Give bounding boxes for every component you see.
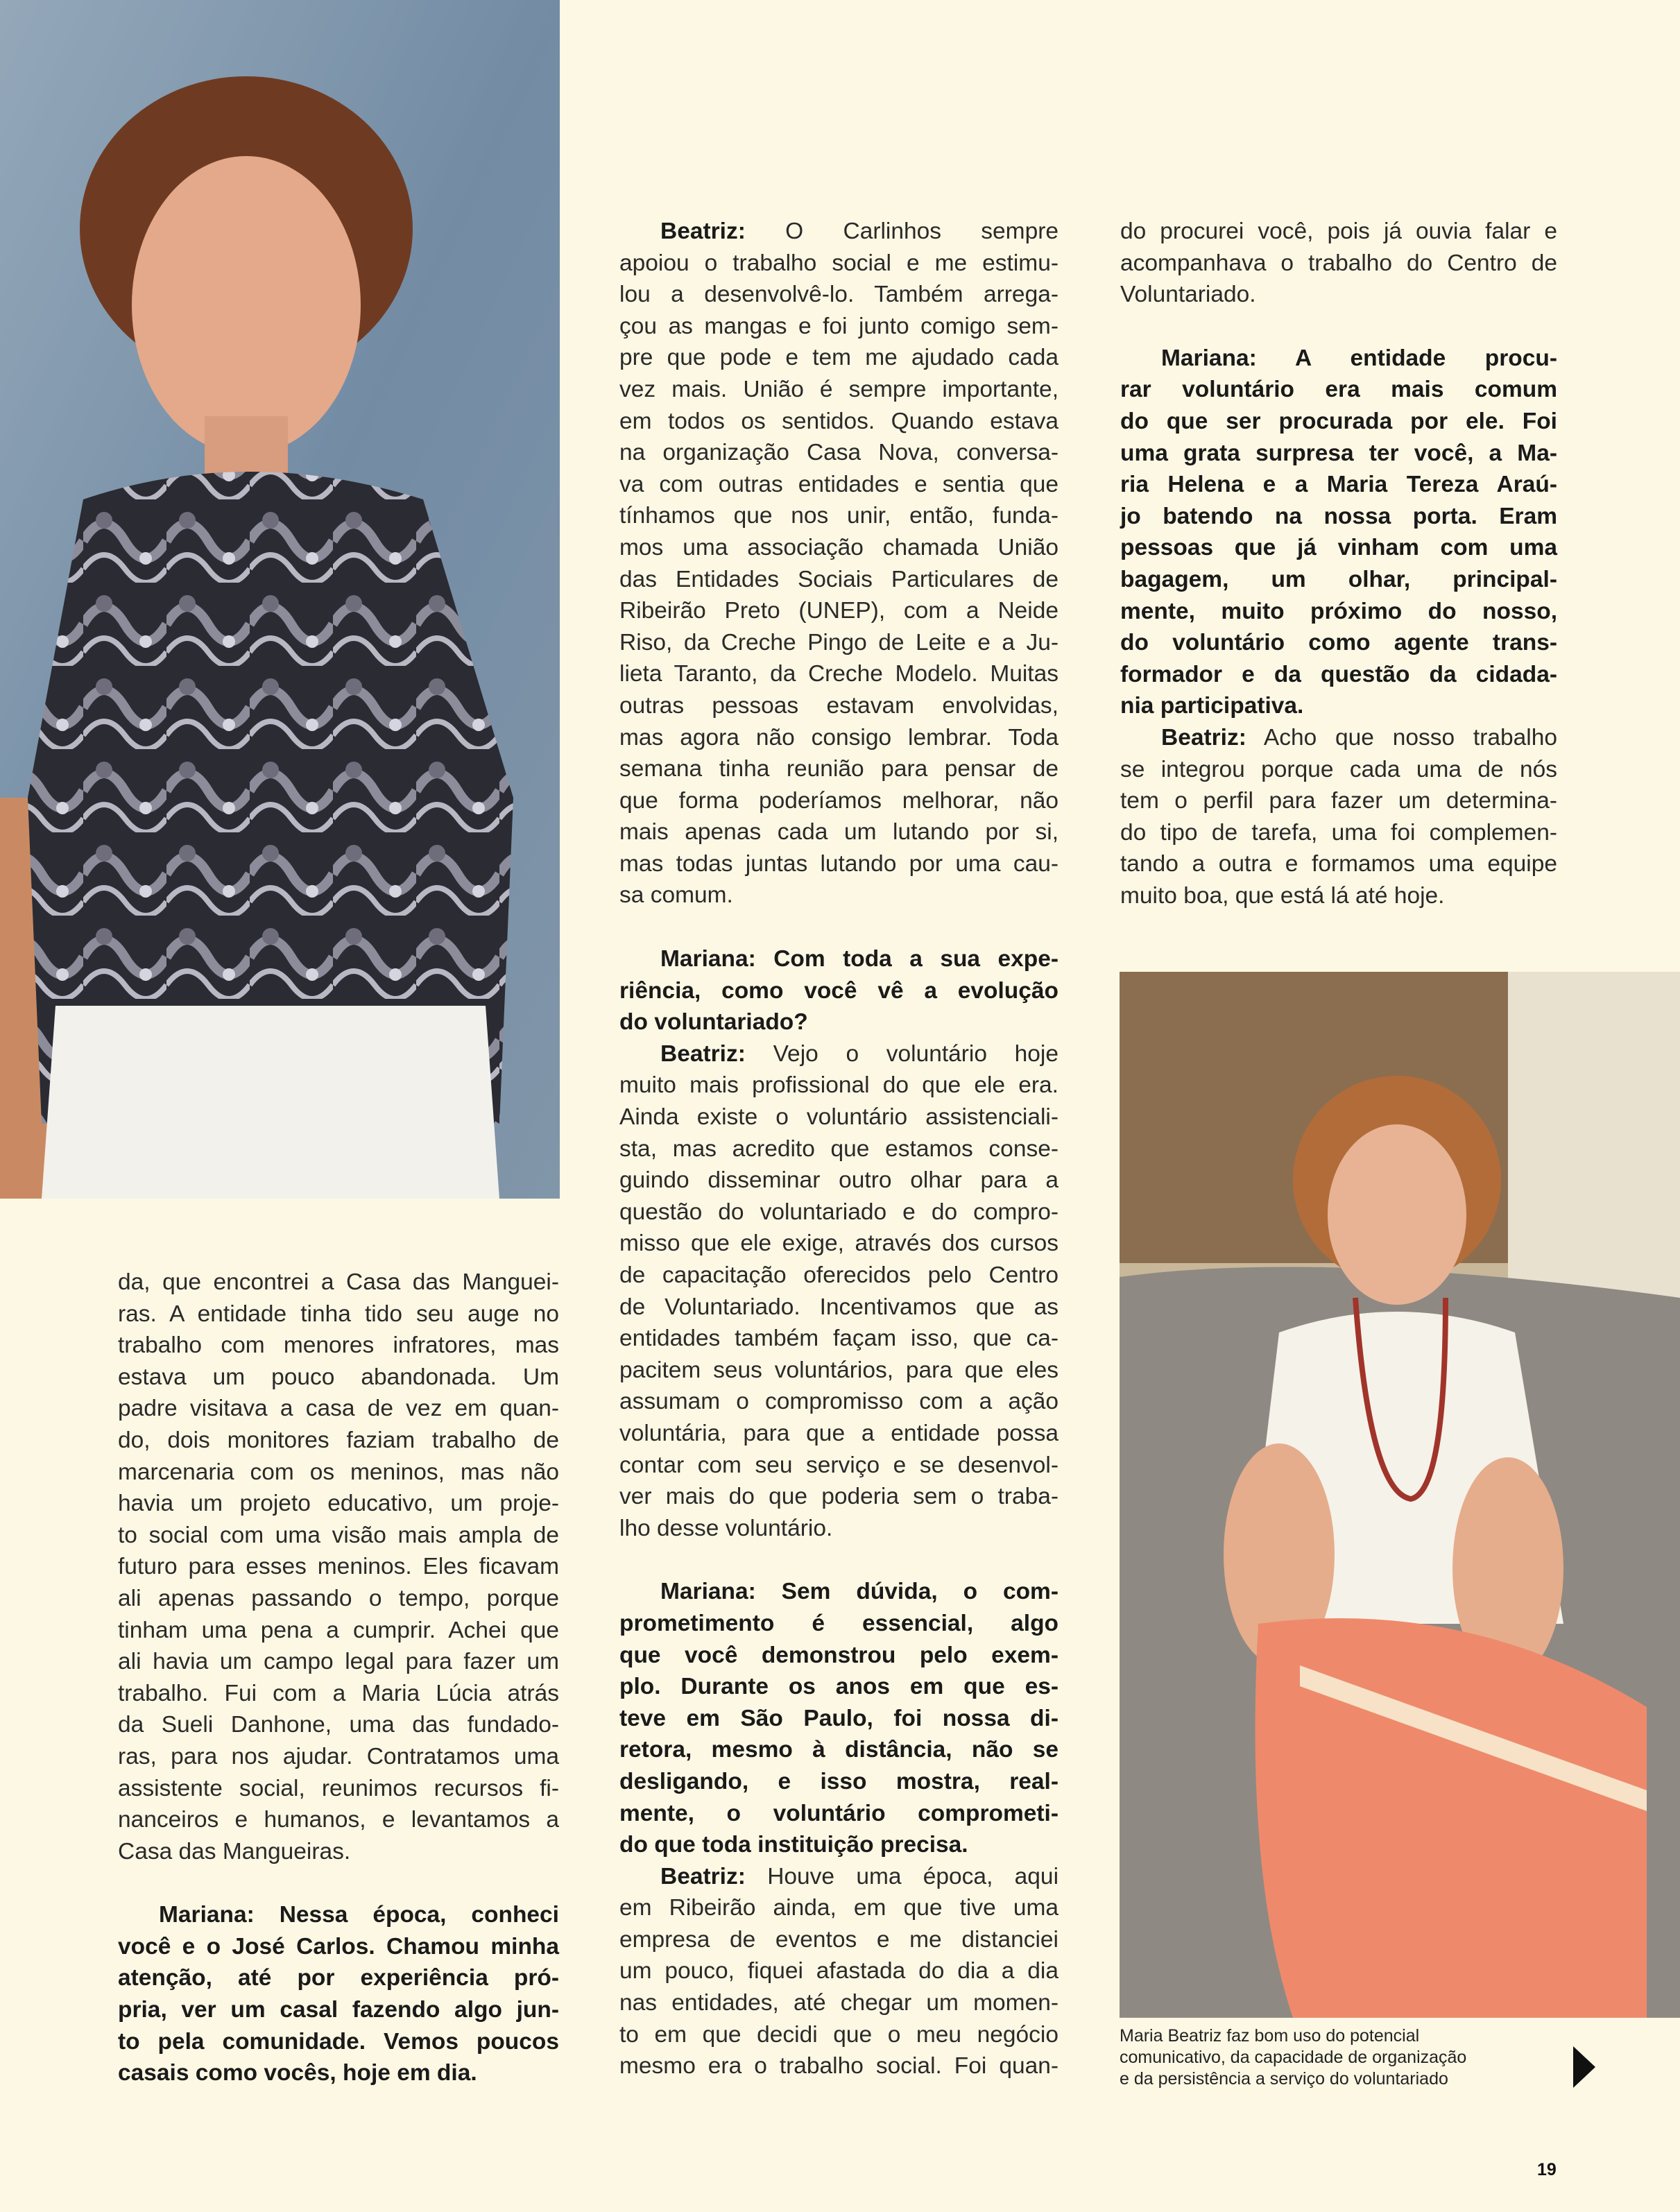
interview-question-line: pessoas que já vinham com uma xyxy=(1120,535,1557,561)
answer-text: Houve uma época, aqui xyxy=(767,1863,1059,1889)
paragraph-line: nas entidades, até chegar um momen- xyxy=(619,1990,1058,2016)
paragraph-line: se integrou porque cada uma de nós xyxy=(1120,756,1557,782)
interview-question-line: jo batendo na nossa porta. Eram xyxy=(1120,503,1557,529)
paragraph-line: em Ribeirão ainda, em que tive uma xyxy=(619,1895,1058,1921)
paragraph-line: trabalho com menores infratores, mas xyxy=(118,1332,559,1359)
paragraph-line: to social com uma visão mais ampla de xyxy=(118,1522,559,1548)
paragraph-line: tando a outra e formamos uma equipe xyxy=(1120,851,1557,877)
paragraph-line: marcenaria com os meninos, mas não xyxy=(118,1459,559,1485)
interview-question-line: Mariana: Com toda a sua expe- xyxy=(660,946,1058,972)
interview-question-line: rar voluntário era mais comum xyxy=(1120,377,1557,403)
answer-first-line xyxy=(619,1038,1058,1070)
interview-question-line: nia participativa. xyxy=(1120,693,1304,719)
interview-question-line: bagagem, um olhar, principal- xyxy=(1120,566,1557,592)
paragraph-line: guindo disseminar outro olhar para a xyxy=(619,1167,1058,1194)
caption-line: Maria Beatriz faz bom uso do potencial xyxy=(1120,2026,1420,2046)
paragraph-line: acompanhava o trabalho do Centro de xyxy=(1120,250,1557,276)
interview-question-line: do que toda instituição precisa. xyxy=(619,1832,968,1858)
caption-line: comunicativo, da capacidade de organização xyxy=(1120,2048,1467,2067)
interview-question-line: mente, muito próximo do nosso, xyxy=(1120,598,1557,624)
paragraph-line: tinham uma pena a cumprir. Achei que xyxy=(118,1617,559,1643)
paragraph-line: semana tinha reunião para pensar de xyxy=(619,756,1058,782)
paragraph-line: em todos os sentidos. Quando estava xyxy=(619,408,1058,434)
interview-question-line: do voluntariado? xyxy=(619,1009,808,1036)
paragraph-line: trabalho. Fui com a Maria Lúcia atrás xyxy=(118,1680,559,1706)
interview-question-line: você e o José Carlos. Chamou minha xyxy=(118,1933,559,1960)
paragraph-line: Ribeirão Preto (UNEP), com a Neide xyxy=(619,598,1058,624)
interview-question-line: ria Helena e a Maria Tereza Araú- xyxy=(1120,472,1557,498)
paragraph-line: do procurei você, pois já ouvia falar e xyxy=(1120,218,1557,244)
paragraph-line: mos uma associação chamada União xyxy=(619,534,1058,560)
answer-text: Vejo o voluntário hoje xyxy=(773,1040,1059,1067)
paragraph-line: Ainda existe o voluntário assistenciali- xyxy=(619,1104,1058,1131)
paragraph-line: mas todas juntas lutando por uma cau- xyxy=(619,850,1058,877)
paragraph-line: ali apenas passando o tempo, porque xyxy=(118,1585,559,1611)
text-column-left xyxy=(118,1267,559,2089)
paragraph-line: lho desse voluntário. xyxy=(619,1515,833,1541)
interview-question-line: formador e da questão da cidada- xyxy=(1120,661,1557,687)
caption-line: e da persistência a serviço do voluntariado xyxy=(1120,2069,1448,2089)
paragraph-line: mas agora não consigo lembrar. Toda xyxy=(619,724,1058,751)
paragraph-line: empresa de eventos e me distanciei xyxy=(619,1926,1058,1953)
text-column-right xyxy=(1120,216,1557,911)
interview-question-line: riência, como você vê a evolução xyxy=(619,977,1058,1004)
portrait-illustration xyxy=(0,0,560,1199)
paragraph-line: um pouco, fiquei afastada do dia a dia xyxy=(619,1958,1058,1984)
interview-question-line: mente, o voluntário comprometi- xyxy=(619,1800,1058,1826)
portrait-photo-left xyxy=(0,0,560,1199)
answer-first-line xyxy=(619,216,1058,248)
interview-question-line: pria, ver um casal fazendo algo jun- xyxy=(118,1997,559,2023)
paragraph-line: vez mais. União é sempre importante, xyxy=(619,376,1058,402)
paragraph-line: outras pessoas estavam envolvidas, xyxy=(619,692,1058,719)
paragraph-line: lieta Taranto, da Creche Modelo. Muitas xyxy=(619,661,1058,687)
paragraph-line: lou a desenvolvê-lo. Também arrega- xyxy=(619,282,1058,308)
paragraph-line: va com outras entidades e sentia que xyxy=(619,471,1058,497)
paragraph-line: ali havia um campo legal para fazer um xyxy=(118,1649,559,1675)
paragraph-line: havia um projeto educativo, um proje- xyxy=(118,1491,559,1517)
interview-illustration xyxy=(1120,972,1680,2018)
paragraph-line: ver mais do que poderia sem o traba- xyxy=(619,1484,1058,1510)
paragraph-line: to em que decidi que o meu negócio xyxy=(619,2021,1058,2048)
paragraph-line: nanceiros e humanos, e levantamos a xyxy=(118,1807,559,1833)
paragraph-line: sta, mas acredito que estamos conse- xyxy=(619,1135,1058,1162)
paragraph-line: entidades também façam isso, que ca- xyxy=(619,1326,1058,1352)
paragraph-line: que forma poderíamos melhorar, não xyxy=(619,787,1058,814)
paragraph-line: mesmo era o trabalho social. Foi quan- xyxy=(619,2053,1058,2080)
paragraph-line: Riso, da Creche Pingo de Leite e a Ju- xyxy=(619,629,1058,655)
paragraph-line: voluntária, para que a entidade possa xyxy=(619,1420,1058,1446)
paragraph-line: do tipo de tarefa, uma foi complemen- xyxy=(1120,819,1557,846)
paragraph-line: questão do voluntariado e do compro- xyxy=(619,1199,1058,1225)
interview-question-line: atenção, até por experiência pró- xyxy=(118,1965,559,1991)
interview-question-line: plo. Durante os anos em que es- xyxy=(619,1674,1058,1700)
paragraph-line: tem o perfil para fazer um determina- xyxy=(1120,788,1557,814)
paragraph-line: muito mais profissional do que ele era. xyxy=(619,1072,1058,1099)
answer-text: Acho que nosso trabalho xyxy=(1263,724,1557,751)
interview-question-line: casais como vocês, hoje em dia. xyxy=(118,2060,477,2086)
paragraph-line: pacitem seus voluntários, para que eles xyxy=(619,1357,1058,1383)
text-column-middle xyxy=(619,216,1058,2082)
paragraph-line: futuro para esses meninos. Eles ficavam xyxy=(118,1554,559,1580)
paragraph-line: apoiou o trabalho social e me estimu- xyxy=(619,250,1058,276)
paragraph-line: de Voluntariado. Incentivamos que as xyxy=(619,1294,1058,1320)
interview-question-line: to pela comunidade. Vemos poucos xyxy=(118,2028,559,2055)
interview-question-line: retora, mesmo à distância, não se xyxy=(619,1737,1058,1763)
speaker-label: Beatriz: xyxy=(660,1040,746,1067)
paragraph-line: pre que pode e tem me ajudado cada xyxy=(619,345,1058,371)
interview-question-line: Mariana: Nessa época, conheci xyxy=(159,1902,559,1928)
paragraph-line: na organização Casa Nova, conversa- xyxy=(619,440,1058,466)
paragraph-line: misso que ele exige, através dos cursos xyxy=(619,1231,1058,1257)
paragraph-line: padre visitava a casa de vez em quan- xyxy=(118,1396,559,1422)
interview-question-line: Mariana: Sem dúvida, o com- xyxy=(660,1579,1058,1605)
paragraph-line: estava um pouco abandonada. Um xyxy=(118,1364,559,1390)
paragraph-line: muito boa, que está lá até hoje. xyxy=(1120,882,1445,909)
answer-first-line xyxy=(1120,722,1557,754)
paragraph-line: Voluntariado. xyxy=(1120,282,1256,308)
paragraph-line: sa comum. xyxy=(619,882,733,909)
paragraph-line: tínhamos que nos unir, então, funda- xyxy=(619,503,1058,529)
paragraph-line: da, que encontrei a Casa das Manguei- xyxy=(118,1269,559,1295)
interview-question-line: teve em São Paulo, foi nossa di- xyxy=(619,1705,1058,1731)
paragraph-line: do, dois monitores faziam trabalho de xyxy=(118,1427,559,1453)
interview-question-line: do que ser procurada por ele. Foi xyxy=(1120,408,1557,434)
paragraph-line: das Entidades Sociais Particulares de xyxy=(619,566,1058,592)
interview-question-line: uma grata surpresa ter você, a Ma- xyxy=(1120,440,1557,466)
answer-text: O Carlinhos sempre xyxy=(785,218,1059,244)
paragraph-line: assumam o compromisso com a ação xyxy=(619,1389,1058,1415)
answer-first-line xyxy=(619,1861,1058,1893)
interview-question-line: do voluntário como agente trans- xyxy=(1120,630,1557,656)
paragraph-line: assistente social, reunimos recursos fi- xyxy=(118,1775,559,1801)
page-number: 19 xyxy=(1537,2160,1557,2179)
paragraph-line: mais apenas cada um lutando por si, xyxy=(619,819,1058,846)
paragraph-line: çou as mangas e foi junto comigo sem- xyxy=(619,313,1058,339)
paragraph-line: ras. A entidade tinha tido seu auge no xyxy=(118,1301,559,1327)
caption-pointer-arrow-icon xyxy=(1573,2046,1595,2088)
paragraph-line: da Sueli Danhone, uma das fundado- xyxy=(118,1712,559,1738)
interview-photo-right xyxy=(1120,972,1680,2018)
interview-question-line: desligando, e isso mostra, real- xyxy=(619,1768,1058,1794)
speaker-label: Beatriz: xyxy=(660,218,746,244)
photo-caption xyxy=(1120,2025,1563,2090)
interview-question-line: prometimento é essencial, algo xyxy=(619,1610,1058,1636)
speaker-label: Beatriz: xyxy=(660,1863,746,1889)
paragraph-line: de capacitação oferecidos pelo Centro xyxy=(619,1262,1058,1288)
paragraph-line: contar com seu serviço e se desenvol- xyxy=(619,1452,1058,1478)
speaker-label: Beatriz: xyxy=(1161,724,1246,751)
paragraph-line: ras, para nos ajudar. Contratamos uma xyxy=(118,1743,559,1769)
interview-question-line: que você demonstrou pelo exem- xyxy=(619,1642,1058,1668)
interview-question-line: Mariana: A entidade procu- xyxy=(1161,345,1557,371)
paragraph-line: Casa das Mangueiras. xyxy=(118,1838,351,1864)
